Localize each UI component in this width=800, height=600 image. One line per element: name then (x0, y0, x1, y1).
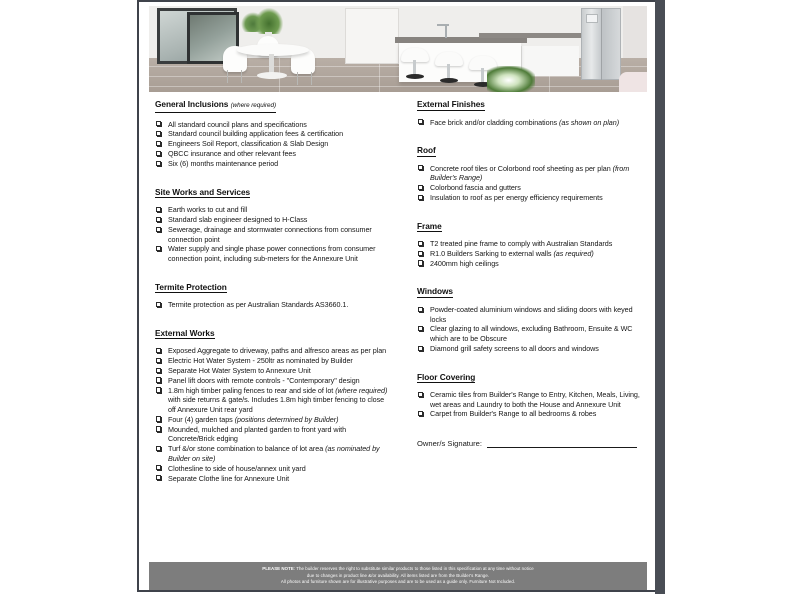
checkbox-icon[interactable] (418, 307, 423, 312)
section-heading (417, 221, 442, 233)
inclusion-item[interactable] (155, 244, 391, 263)
disclaimer-line-1 (169, 566, 627, 573)
checkbox-icon[interactable] (418, 185, 423, 190)
checkbox-icon[interactable] (418, 326, 423, 331)
disclaimer-line-2: due to changes in product line &/or availability. All items listed are from the Builder's Range. (306, 572, 490, 578)
inclusion-item[interactable] (155, 425, 391, 444)
section-general-inclusions (155, 94, 391, 169)
section-heading-text: External Works (155, 327, 215, 338)
inclusion-item[interactable] (155, 376, 391, 386)
checkbox-icon[interactable] (418, 346, 423, 351)
inclusion-item-label: Electric Hot Water System - 250ltr as nominated by Builder (168, 356, 353, 366)
checkbox-icon[interactable] (418, 165, 423, 170)
section-heading-text: Roof (417, 145, 436, 156)
inclusion-list (417, 305, 649, 354)
please-note-label: PLEASE NOTE (262, 566, 294, 571)
inclusion-item[interactable] (155, 415, 391, 425)
section-heading (417, 372, 475, 384)
inclusion-item[interactable] (155, 444, 391, 463)
checkbox-icon[interactable] (156, 358, 161, 363)
section-heading-text: Termite Protection (155, 281, 227, 292)
inclusion-item-label: 2400mm high ceilings (430, 258, 499, 268)
inclusion-item-label: Termite protection as per Australian Standards AS3660.1. (168, 300, 349, 310)
inclusion-item-label: Standard slab engineer designed to H-Class (168, 215, 308, 225)
inclusion-item-label: R1.0 Builders Sarking to external walls (as required) (430, 248, 594, 258)
left-column (155, 94, 391, 496)
disclaimer-line-1-text: : The builder reserves the right to substitute similar products to those listed in this specification at any time without notice (293, 566, 534, 571)
checkbox-icon[interactable] (156, 302, 161, 307)
inclusion-item[interactable] (417, 193, 649, 203)
inclusion-item-label: Exposed Aggregate to driveway, paths and alfresco areas as per plan (168, 346, 387, 356)
document-page-wrapper (137, 0, 665, 594)
section-floor-covering (417, 367, 649, 420)
checkbox-icon[interactable] (418, 119, 423, 124)
checkbox-icon[interactable] (418, 241, 423, 246)
checkbox-icon[interactable] (418, 195, 423, 200)
inclusion-item[interactable] (155, 225, 391, 244)
checkbox-icon[interactable] (156, 131, 161, 136)
kitchen-dining-interior-photo (149, 6, 647, 92)
inclusion-item[interactable] (155, 120, 391, 130)
checkbox-icon[interactable] (156, 368, 161, 373)
inclusion-item[interactable] (155, 464, 391, 474)
checkbox-icon[interactable] (156, 416, 161, 421)
section-heading-text: Frame (417, 220, 442, 231)
section-heading (155, 99, 276, 113)
checkbox-icon[interactable] (156, 348, 161, 353)
inclusion-item-label: Concrete roof tiles or Colorbond roof sheeting as per plan (from Builder's Range) (430, 163, 630, 183)
inclusion-item-label: Sewerage, drainage and stormwater connections from consumer connection point (168, 224, 372, 244)
checkbox-icon[interactable] (156, 446, 161, 451)
section-heading (155, 328, 215, 340)
section-windows (417, 281, 649, 353)
inclusion-item[interactable] (155, 205, 391, 215)
inclusion-item[interactable] (155, 149, 391, 159)
inclusion-item-label: Separate Clothe line for Annexure Unit (168, 473, 290, 483)
inclusion-item-label: Face brick and/or cladding combinations (as shown on plan) (430, 117, 620, 127)
inclusion-item[interactable] (417, 259, 649, 269)
inclusion-item[interactable] (417, 239, 649, 249)
inclusions-content (139, 94, 657, 560)
checkbox-icon[interactable] (156, 227, 161, 232)
inclusion-item-label: T2 treated pine frame to comply with Australian Standards (430, 239, 613, 249)
inclusion-item-label: All standard council plans and specifications (168, 119, 307, 129)
checkbox-icon[interactable] (156, 465, 161, 470)
inclusion-item-label: Diamond grill safety screens to all doors and windows (430, 343, 599, 353)
inclusion-item-label: Colorbond fascia and gutters (430, 183, 521, 193)
owner-signature-label: Owner/s Signature: (417, 439, 482, 449)
section-heading (417, 145, 436, 157)
inclusion-item-label: Four (4) garden taps (positions determined by Builder) (168, 414, 339, 424)
owner-signature-line[interactable] (487, 440, 637, 448)
section-roof (417, 140, 649, 202)
inclusion-item-label: QBCC insurance and other relevant fees (168, 149, 296, 159)
checkbox-icon[interactable] (156, 377, 161, 382)
inclusion-item[interactable] (155, 346, 391, 356)
inclusion-item[interactable] (417, 164, 649, 183)
section-heading (155, 187, 250, 199)
inclusion-item[interactable] (155, 300, 391, 310)
section-heading-qualifier: (where required) (230, 102, 277, 109)
inclusion-item[interactable] (155, 215, 391, 225)
section-external-finishes (417, 94, 649, 127)
page-edge-shadow (655, 0, 665, 594)
inclusion-item-label: Powder-coated aluminium windows and sliding doors with keyed locks (430, 304, 633, 324)
section-heading-text: General Inclusions (155, 99, 229, 109)
checkbox-icon[interactable] (418, 251, 423, 256)
inclusion-list (417, 239, 649, 268)
inclusion-item-label: Separate Hot Water System to Annexure Unit (168, 365, 311, 375)
inclusion-item[interactable] (155, 139, 391, 149)
checkbox-icon[interactable] (156, 426, 161, 431)
section-external-works (155, 323, 391, 483)
checkbox-icon[interactable] (156, 121, 161, 126)
section-heading (155, 282, 227, 294)
section-heading-text: Windows (417, 286, 453, 297)
inclusion-list (417, 164, 649, 203)
inclusion-item[interactable] (417, 344, 649, 354)
inclusion-item-label: 1.8m high timber paling fences to rear and side of lot (where required) with side returns & gate/s. Includes 1.8m high timber fencing to close off Annexure Unit rear yard (168, 385, 388, 414)
checkbox-icon[interactable] (418, 411, 423, 416)
inclusion-item[interactable] (417, 183, 649, 193)
checkbox-icon[interactable] (156, 141, 161, 146)
inclusion-item-label: Clear glazing to all windows, excluding Bathroom, Ensuite & WC which are to be Obscure (430, 324, 633, 344)
inclusion-item[interactable] (417, 324, 649, 343)
checkbox-icon[interactable] (418, 260, 423, 265)
section-heading-text: Site Works and Services (155, 186, 251, 197)
checkbox-icon[interactable] (156, 246, 161, 251)
inclusion-item-label: Carpet from Builder's Range to all bedrooms & robes (430, 409, 597, 419)
inclusion-item-label: Mounded, mulched and planted garden to front yard with Concrete/Brick edging (168, 424, 347, 444)
inclusion-item-label: Insulation to roof as per energy efficiency requirements (430, 192, 603, 202)
inclusion-item-label: Earth works to cut and fill (168, 205, 248, 215)
inclusion-list (155, 346, 391, 483)
section-heading-text: External Finishes (417, 99, 485, 109)
inclusion-item[interactable] (417, 249, 649, 259)
checkbox-icon[interactable] (156, 151, 161, 156)
section-heading-text: Floor Covering (417, 371, 476, 382)
section-heading (417, 99, 485, 111)
inclusion-item-label: Standard council building application fees & certification (168, 129, 344, 139)
specification-page (137, 0, 657, 592)
inclusion-list (417, 390, 649, 419)
inclusion-item-label: Clothesline to side of house/annex unit yard (168, 463, 306, 473)
inclusion-item-label: Turf &/or stone combination to balance of lot area (as nominated by Builder on site) (168, 444, 380, 463)
inclusion-item[interactable] (155, 356, 391, 366)
inclusion-item-label: Six (6) months maintenance period (168, 159, 279, 169)
inclusion-item[interactable] (155, 386, 391, 415)
inclusion-item-label: Engineers Soil Report, classification & Slab Design (168, 139, 329, 149)
checkbox-icon[interactable] (418, 392, 423, 397)
section-site-works-and-services (155, 182, 391, 264)
inclusion-item[interactable] (155, 474, 391, 484)
owner-signature-block (417, 439, 649, 448)
section-frame (417, 216, 649, 269)
inclusion-item[interactable] (155, 366, 391, 376)
inclusion-item-label: Panel lift doors with remote controls - "Contemporary" design (168, 375, 360, 385)
inclusion-list (417, 118, 649, 128)
inclusion-item[interactable] (155, 159, 391, 169)
checkbox-icon[interactable] (156, 387, 161, 392)
inclusion-item-label: Ceramic tiles from Builder's Range to Entry, Kitchen, Meals, Living, wet areas and Laundry to both the House and Annexure Unit (430, 390, 640, 409)
inclusion-item-label: Water supply and single phase power connections from consumer connection point, including sub-meters for the Annexure Unit (168, 244, 376, 264)
checkbox-icon[interactable] (156, 207, 161, 212)
right-column (417, 94, 649, 448)
inclusion-item[interactable] (417, 118, 649, 128)
disclaimer-footer (149, 562, 647, 592)
inclusion-list (155, 300, 391, 310)
checkbox-icon[interactable] (156, 475, 161, 480)
inclusion-item[interactable] (417, 305, 649, 324)
inclusion-item[interactable] (155, 129, 391, 139)
inclusion-list (155, 205, 391, 263)
inclusion-item[interactable] (417, 409, 649, 419)
section-termite-protection (155, 277, 391, 310)
disclaimer-line-3: All photos and furniture shown are for illustrative purposes and are to be used as a guide only. Furniture Not Included. (280, 579, 516, 585)
inclusion-item[interactable] (417, 390, 649, 409)
section-heading (417, 286, 453, 298)
checkbox-icon[interactable] (156, 161, 161, 166)
checkbox-icon[interactable] (156, 217, 161, 222)
inclusion-list (155, 120, 391, 169)
